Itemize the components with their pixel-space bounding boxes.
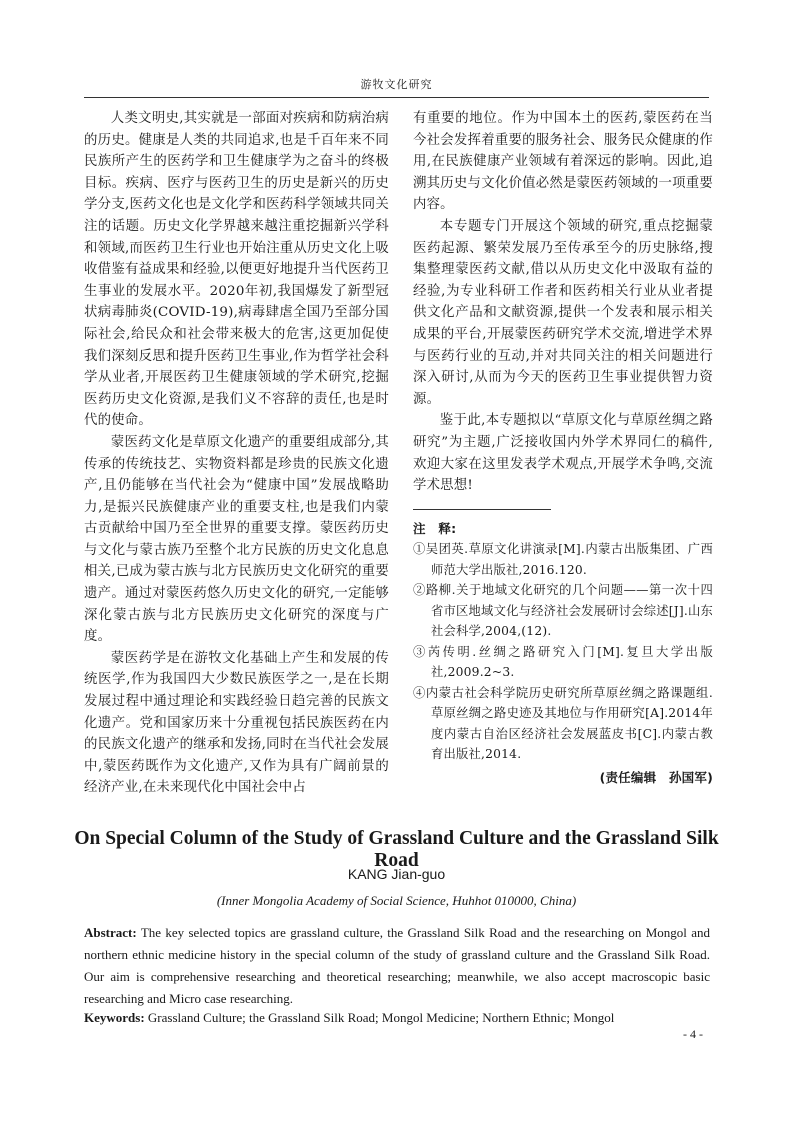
notes-title: 注 释: bbox=[413, 520, 457, 536]
english-affiliation: (Inner Mongolia Academy of Social Science, Huhhot 010000, China) bbox=[216, 893, 577, 908]
footnote: ③芮传明.丝绸之路研究入门[M].复旦大学出版社,2009.2~3. bbox=[413, 644, 713, 680]
header-rule bbox=[84, 97, 709, 98]
english-keywords bbox=[84, 1009, 710, 1027]
footnote: ②路柳.关于地域文化研究的几个问题——第一次十四省市区地域文化与经济社会发展研讨会综述[J].山东社会科学,2004,(12). bbox=[413, 583, 713, 639]
english-abstract bbox=[84, 922, 710, 1010]
keywords-text: Grassland Culture; the Grassland Silk Road; Mongol Medicine; Northern Ethnic; Mongol bbox=[147, 1010, 615, 1025]
paragraph: 鉴于此,本专题拟以“草原文化与草原丝绸之路研究”为主题,广泛接收国内外学术界同仁的稿件,欢迎大家在这里发表学术观点,开展学术争鸣,交流学术思想! bbox=[413, 413, 713, 494]
journal-header: 游牧文化研究 bbox=[360, 78, 433, 91]
notes-divider bbox=[413, 509, 551, 510]
abstract-label: Abstract: bbox=[84, 925, 137, 940]
paragraph-continuation: 有重要的地位。作为中国本土的医药,蒙医药在当今社会发挥着重要的服务社会、服务民众健康的作用,在民族健康产业领域有着深远的影响。因此,追溯其历史与文化价值必然是蒙医药领域的一项重要内容。 bbox=[413, 111, 713, 213]
paragraph: 人类文明史,其实就是一部面对疾病和防病治病的历史。健康是人类的共同追求,也是千百年来不同民族所产生的医药学和卫生健康学为之奋斗的终极目标。疾病、医疗与医药卫生的历史是新兴的历史学分支,医药文化也是文化学和医药科学领域共同关注的话题。历史文化学界越来越注重挖掘新兴学科和领域,而医药卫生行业也开始注重从历史文化上吸收借鉴有益成果和经验,以便更好地提升当代医药卫生事业的发展水平。2020年初,我国爆发了新型冠状病毒肺炎(COVID-19),病毒肆虐全国乃至部分国际社会,给民众和社会带来极大的危害,这更加促使我们深刻反思和提升医药卫生事业,作为哲学社会科学从业者,开展医药卫生健康领域的学术研究,挖掘医药历史文化资源,是我们义不容辞的责任,也是时代的使命。 bbox=[84, 111, 389, 429]
paragraph: 蒙医药学是在游牧文化基础上产生和发展的传统医学,作为我国四大少数民族医学之一,是在长期发展过程中通过理论和实践经验日趋完善的民族文化遗产。党和国家历来十分重视包括民族医药在内的民族文化遗产的继承和发扬,同时在当代社会发展中,蒙医药既作为文化遗产,又作为具有广阔前景的经济产业,在未来现代化中国社会中占 bbox=[84, 650, 389, 796]
english-title: On Special Column of the Study of Grassland Culture and the Grassland Silk Road bbox=[74, 828, 719, 871]
abstract-text: The key selected topics are grassland culture, the Grassland Silk Road and the researching on Mongol and northern ethnic medicine history in the special column of the study of grassland culture and the Grassland Silk Road. Our aim is comprehensive researching and theoretical researching; meanwhile, we also accept macroscopic basic researching and Micro case researching. bbox=[84, 925, 710, 1006]
keywords-label: Keywords: bbox=[84, 1010, 145, 1025]
paragraph: 蒙医药文化是草原文化遗产的重要组成部分,其传承的传统技艺、实物资料都是珍贵的民族文化遗产,且仍能够在当代社会为“健康中国”发展战略助力,是振兴民族健康产业的重要支柱,也是我们内蒙古贡献给中国乃至全世界的重要支撑。蒙医药历史与文化与蒙古族乃至整个北方民族的历史文化息息相关,已成为蒙古族与北方民族历史文化研究的重要遗产。通过对蒙医药悠久历史文化的研究,一定能够深化蒙古族与北方民族历史文化研究的深度与广度。 bbox=[84, 434, 389, 645]
footnote: ①吴团英.草原文化讲演录[M].内蒙古出版集团、广西师范大学出版社,2016.120. bbox=[413, 542, 713, 577]
english-author: KANG Jian-guo bbox=[347, 866, 446, 882]
page-number: - 4 - bbox=[683, 1027, 703, 1041]
editor-credit: (责任编辑 孙国军) bbox=[599, 769, 713, 785]
right-column bbox=[413, 108, 713, 788]
footnote: ④内蒙古社会科学院历史研究所草原丝绸之路课题组.草原丝绸之路史迹及其地位与作用研究[A].2014年度内蒙古自治区经济社会发展蓝皮书[C].内蒙古教育出版社,2014. bbox=[413, 685, 713, 762]
left-column bbox=[84, 108, 389, 799]
paragraph: 本专题专门开展这个领域的研究,重点挖掘蒙医药起源、繁荣发展乃至传承至今的历史脉络,搜集整理蒙医药文献,借以从历史文化中汲取有益的经验,为专业科研工作者和医药相关行业从业者提供文化产品和文献资源,提供一个发表和展示相关成果的平台,开展蒙医药研究学术交流,增进学术界与医药行业的互动,并对共同关注的相关问题进行深入研讨,从而为今天的医药卫生事业提供智力资源。 bbox=[413, 218, 713, 407]
